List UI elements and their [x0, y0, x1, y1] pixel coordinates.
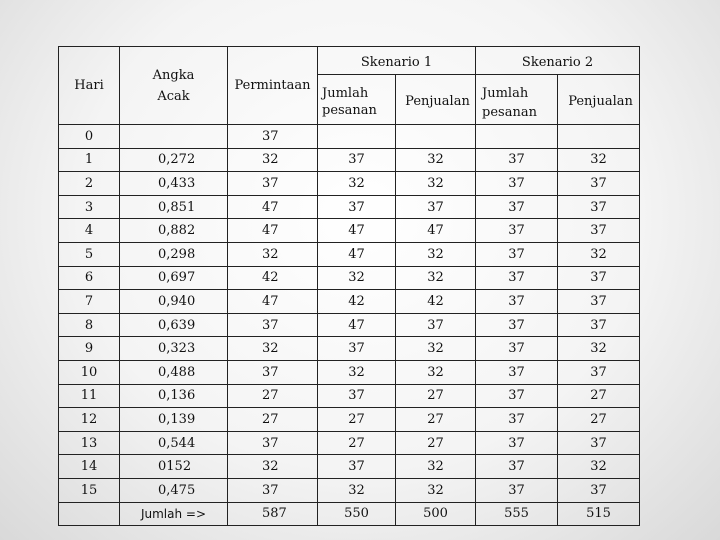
cell-hari: 1	[59, 148, 120, 172]
cell-angka-acak: 0,851	[120, 195, 228, 219]
cell-hari: 8	[59, 313, 120, 337]
cell-s2-penjualan: 32	[558, 337, 640, 361]
cell-angka-acak: 0,697	[120, 266, 228, 290]
header-permintaan: Permintaan	[228, 47, 318, 125]
cell-s2-jumlah: 37	[476, 219, 558, 243]
header-s2-penjualan: Penjualan	[558, 75, 640, 125]
cell-s1-penjualan: 32	[396, 148, 476, 172]
cell-angka-acak: 0,136	[120, 384, 228, 408]
cell-s1-penjualan: 32	[396, 478, 476, 502]
cell-hari: 6	[59, 266, 120, 290]
cell-s1-penjualan: 27	[396, 431, 476, 455]
cell-s2-penjualan: 37	[558, 290, 640, 314]
cell-s1-jumlah: 37	[318, 148, 396, 172]
header-skenario-2: Skenario 2	[476, 47, 640, 75]
cell-angka-acak: 0,639	[120, 313, 228, 337]
header-s1-penjualan: Penjualan	[396, 75, 476, 125]
header-hari: Hari	[59, 47, 120, 125]
cell-hari: 5	[59, 242, 120, 266]
cell-s2-penjualan: 37	[558, 219, 640, 243]
cell-s1-jumlah	[318, 125, 396, 149]
cell-s1-jumlah: 37	[318, 195, 396, 219]
table-row-day-0	[59, 125, 640, 149]
cell-s1-jumlah: 37	[318, 384, 396, 408]
cell-permintaan: 42	[228, 266, 318, 290]
cell-permintaan: 27	[228, 408, 318, 432]
cell-hari: 10	[59, 360, 120, 384]
cell-permintaan: 37	[228, 172, 318, 196]
totals-label: Jumlah =>	[120, 502, 228, 526]
cell-s2-penjualan: 27	[558, 408, 640, 432]
table-row	[59, 219, 640, 243]
cell-angka-acak: 0,940	[120, 290, 228, 314]
total-s2-penjualan: 515	[558, 502, 640, 526]
cell-s1-penjualan	[396, 125, 476, 149]
cell-hari: 14	[59, 455, 120, 479]
cell-s1-jumlah: 42	[318, 290, 396, 314]
total-permintaan: 587	[228, 502, 318, 526]
cell-s2-jumlah: 37	[476, 408, 558, 432]
total-s2-jumlah: 555	[476, 502, 558, 526]
cell-s2-jumlah: 37	[476, 148, 558, 172]
cell-s1-jumlah: 37	[318, 337, 396, 361]
header-s1-jumlah-line2: pesanan	[322, 102, 377, 118]
cell-total-empty	[59, 502, 120, 526]
cell-s2-jumlah	[476, 125, 558, 149]
cell-s1-penjualan: 32	[396, 455, 476, 479]
cell-s2-jumlah: 37	[476, 337, 558, 361]
header-angka-line2: Acak	[157, 88, 190, 104]
cell-hari: 11	[59, 384, 120, 408]
cell-s1-jumlah: 47	[318, 313, 396, 337]
cell-s2-penjualan: 32	[558, 455, 640, 479]
table-row	[59, 337, 640, 361]
cell-angka-acak: 0,139	[120, 408, 228, 432]
cell-s2-penjualan: 37	[558, 195, 640, 219]
cell-s1-jumlah: 47	[318, 219, 396, 243]
cell-s1-penjualan: 32	[396, 172, 476, 196]
simulation-table	[58, 46, 640, 526]
cell-s2-penjualan: 37	[558, 313, 640, 337]
cell-s1-jumlah: 27	[318, 408, 396, 432]
cell-s2-jumlah: 37	[476, 431, 558, 455]
cell-s1-penjualan: 42	[396, 290, 476, 314]
header-s2-jumlah-line2: pesanan	[482, 104, 537, 120]
table-row	[59, 360, 640, 384]
cell-s1-jumlah: 47	[318, 242, 396, 266]
cell-s2-penjualan: 32	[558, 242, 640, 266]
cell-hari: 4	[59, 219, 120, 243]
cell-angka-acak: 0,882	[120, 219, 228, 243]
cell-angka-acak: 0,323	[120, 337, 228, 361]
cell-permintaan: 32	[228, 337, 318, 361]
cell-permintaan: 32	[228, 455, 318, 479]
cell-angka-acak: 0,433	[120, 172, 228, 196]
header-angka-line1: Angka	[152, 67, 195, 83]
cell-s1-jumlah: 32	[318, 172, 396, 196]
cell-s2-jumlah: 37	[476, 313, 558, 337]
cell-hari: 2	[59, 172, 120, 196]
cell-permintaan: 37	[228, 360, 318, 384]
cell-s2-penjualan: 37	[558, 172, 640, 196]
cell-angka-acak: 0,272	[120, 148, 228, 172]
totals-row	[59, 502, 640, 526]
cell-s2-penjualan: 37	[558, 431, 640, 455]
header-s1-jumlah-pesanan	[318, 75, 396, 125]
cell-permintaan: 27	[228, 384, 318, 408]
cell-s2-jumlah: 37	[476, 242, 558, 266]
table-row	[59, 455, 640, 479]
header-row-1	[59, 47, 640, 75]
cell-hari: 12	[59, 408, 120, 432]
cell-permintaan: 32	[228, 148, 318, 172]
cell-s1-penjualan: 32	[396, 266, 476, 290]
cell-permintaan: 37	[228, 313, 318, 337]
table-row	[59, 172, 640, 196]
cell-permintaan: 47	[228, 195, 318, 219]
cell-s1-penjualan: 32	[396, 360, 476, 384]
cell-s2-jumlah: 37	[476, 455, 558, 479]
cell-hari: 3	[59, 195, 120, 219]
cell-s1-penjualan: 37	[396, 195, 476, 219]
cell-hari: 15	[59, 478, 120, 502]
table-row	[59, 148, 640, 172]
header-s2-jumlah-line1: Jumlah	[482, 85, 529, 101]
cell-angka-acak: 0152	[120, 455, 228, 479]
cell-s1-jumlah: 37	[318, 455, 396, 479]
cell-s2-jumlah: 37	[476, 266, 558, 290]
cell-s2-penjualan: 37	[558, 478, 640, 502]
cell-permintaan: 37	[228, 125, 318, 149]
cell-hari: 9	[59, 337, 120, 361]
cell-hari: 7	[59, 290, 120, 314]
table-row	[59, 195, 640, 219]
cell-s1-penjualan: 47	[396, 219, 476, 243]
total-s1-jumlah: 550	[318, 502, 396, 526]
cell-permintaan: 37	[228, 478, 318, 502]
table-row	[59, 313, 640, 337]
cell-s1-jumlah: 32	[318, 478, 396, 502]
table-row	[59, 408, 640, 432]
cell-s1-jumlah: 27	[318, 431, 396, 455]
table-row	[59, 242, 640, 266]
cell-s2-jumlah: 37	[476, 290, 558, 314]
cell-permintaan: 32	[228, 242, 318, 266]
cell-s1-penjualan: 27	[396, 384, 476, 408]
cell-s1-penjualan: 32	[396, 337, 476, 361]
cell-s2-jumlah: 37	[476, 172, 558, 196]
table-row	[59, 431, 640, 455]
cell-hari: 13	[59, 431, 120, 455]
cell-s2-jumlah: 37	[476, 360, 558, 384]
cell-s2-penjualan	[558, 125, 640, 149]
table-row	[59, 478, 640, 502]
cell-s2-jumlah: 37	[476, 384, 558, 408]
total-s1-penjualan: 500	[396, 502, 476, 526]
cell-s2-penjualan: 37	[558, 360, 640, 384]
cell-angka-acak	[120, 125, 228, 149]
table-row	[59, 290, 640, 314]
cell-s2-penjualan: 32	[558, 148, 640, 172]
cell-permintaan: 47	[228, 290, 318, 314]
header-s1-jumlah-line1: Jumlah	[322, 85, 369, 101]
header-s2-jumlah-pesanan	[476, 75, 558, 125]
cell-s2-jumlah: 37	[476, 195, 558, 219]
cell-s2-penjualan: 27	[558, 384, 640, 408]
header-skenario-1: Skenario 1	[318, 47, 476, 75]
cell-angka-acak: 0,475	[120, 478, 228, 502]
cell-s1-penjualan: 27	[396, 408, 476, 432]
cell-s1-jumlah: 32	[318, 266, 396, 290]
cell-s2-jumlah: 37	[476, 478, 558, 502]
table-row	[59, 266, 640, 290]
cell-s1-jumlah: 32	[318, 360, 396, 384]
cell-angka-acak: 0,298	[120, 242, 228, 266]
cell-s1-penjualan: 37	[396, 313, 476, 337]
cell-angka-acak: 0,544	[120, 431, 228, 455]
cell-permintaan: 47	[228, 219, 318, 243]
table-row	[59, 384, 640, 408]
cell-s1-penjualan: 32	[396, 242, 476, 266]
cell-hari: 0	[59, 125, 120, 149]
header-angka-acak	[120, 47, 228, 125]
cell-s2-penjualan: 37	[558, 266, 640, 290]
cell-angka-acak: 0,488	[120, 360, 228, 384]
cell-permintaan: 37	[228, 431, 318, 455]
